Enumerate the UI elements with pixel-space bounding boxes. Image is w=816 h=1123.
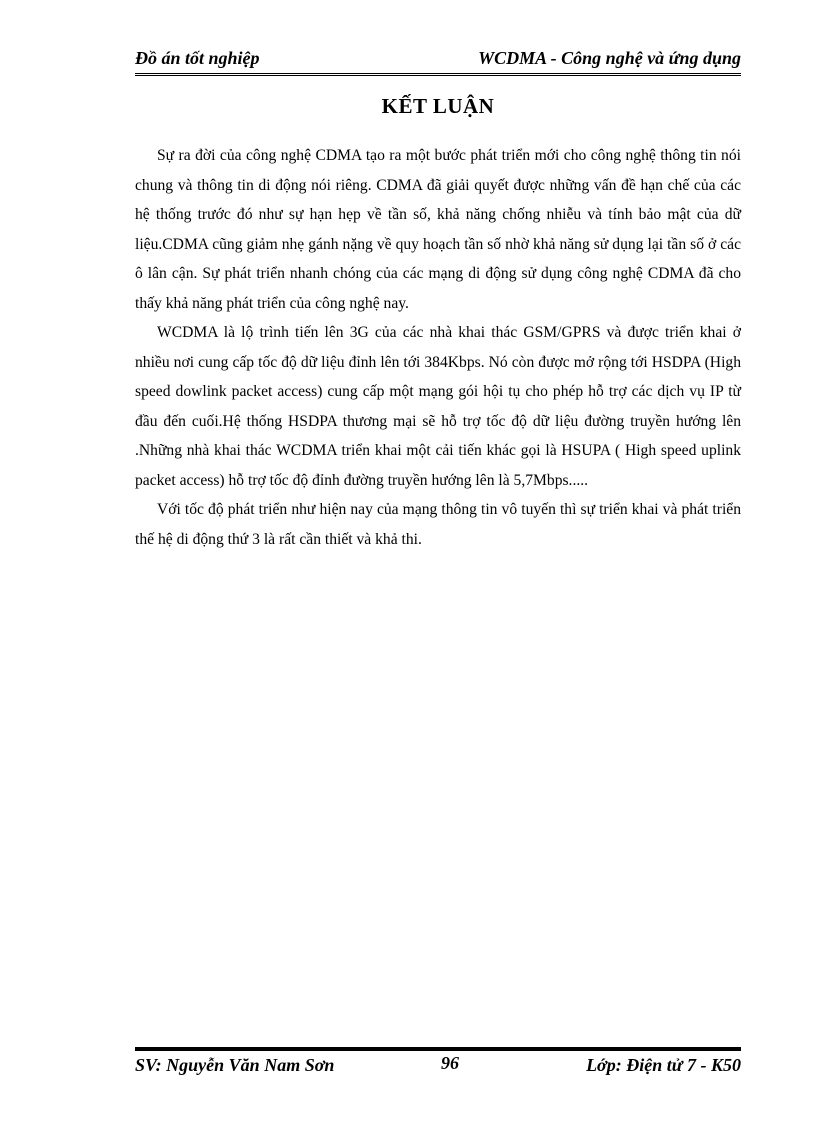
page-number: 96 — [441, 1053, 459, 1073]
header-thesis-label: Đồ án tốt nghiệp — [135, 48, 260, 68]
header-subject-title: WCDMA - Công nghệ và ứng dụng — [478, 48, 741, 68]
page-header — [135, 46, 741, 72]
document-body — [135, 141, 741, 554]
header-divider — [135, 73, 741, 76]
footer-divider — [135, 1047, 741, 1051]
page-footer — [135, 1053, 741, 1079]
footer-student-name: SV: Nguyễn Văn Nam Sơn — [135, 1055, 335, 1075]
page-title: KẾT LUẬN — [381, 94, 495, 118]
paragraph-2: WCDMA là lộ trình tiến lên 3G của các nhà khai thác GSM/GPRS và được triển khai ở nhiều nơi cung cấp tốc độ dữ liệu đỉnh lên tới 384Kbps. Nó còn được mở rộng tới HSDPA (High speed dowlink packet access) cung cấp một mạng gói hội tụ cho phép hỗ trợ các dịch vụ IP từ đầu đến cuối.Hệ thống HSDPA thương mại sẽ hỗ trợ tốc độ dữ liệu đường truyền hướng lên .Những nhà khai thác WCDMA triển khai một cải tiến khác gọi là HSUPA ( High speed uplink packet access) hỗ trợ tốc độ đỉnh đường truyền hướng lên là 5,7Mbps..... — [135, 324, 741, 489]
paragraph-1: Sự ra đời của công nghệ CDMA tạo ra một bước phát triển mới cho công nghệ thông tin nói chung và thông tin di động nói riêng. CDMA đã giải quyết được những vấn đề hạn chế của các hệ thống trước đó như sự hạn hẹp về tần số, khả năng chống nhiễu và tính bảo mật của dữ liệu.CDMA cũng giảm nhẹ gánh nặng về quy hoạch tần số nhờ khả năng sử dụng lại tần số ở các ô lân cận. Sự phát triển nhanh chóng của các mạng di động sử dụng công nghệ CDMA đã cho thấy khả năng phát triển của công nghệ nay. — [135, 147, 741, 312]
footer-class-label: Lớp: Điện tử 7 - K50 — [586, 1055, 741, 1075]
paragraph-3: Với tốc độ phát triển như hiện nay của mạng thông tin vô tuyến thì sự triển khai và phát triển thế hệ di động thứ 3 là rất cần thiết và khả thi. — [135, 501, 741, 548]
